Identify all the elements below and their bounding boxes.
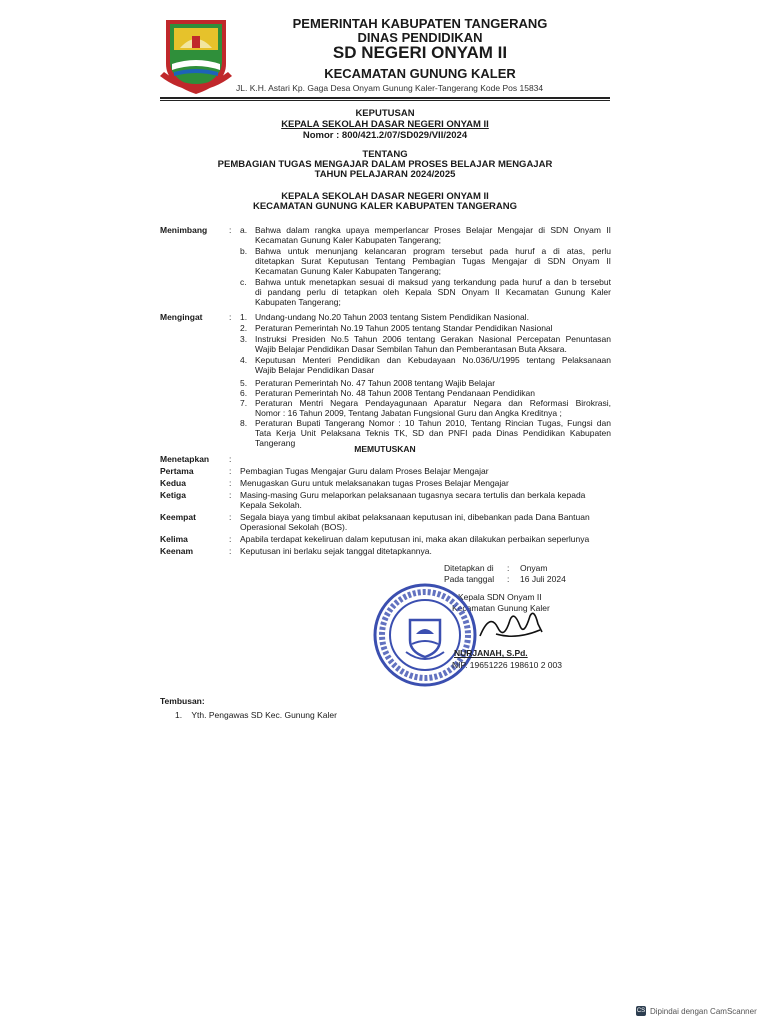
- letterhead-district: KECAMATAN GUNUNG KALER: [324, 66, 516, 81]
- menimbang-item-line: ditetapkan Surat Keputusan Tentang Pembagian Tugas Mengajar di SDN Onyam II: [255, 256, 611, 266]
- signer-name: NURJANAH, S.Pd.: [454, 648, 528, 658]
- letterhead-government: PEMERINTAH KABUPATEN TANGERANG: [292, 16, 548, 31]
- mengingat-item-line: Wajib Belajar Pendidikan Dasar: [255, 365, 375, 375]
- menimbang-item-marker: c.: [240, 277, 247, 287]
- regency-emblem-icon: [160, 14, 232, 96]
- menimbang-item-line: Bahwa untuk menetapkan sesuai di maksud yang terkandung pada huruf a dan b tersebut: [255, 277, 611, 287]
- signer-role-line2: Kecamatan Gunung Kaler: [452, 603, 550, 613]
- letterhead-divider: [160, 97, 610, 99]
- mengingat-item-line: Peraturan Mentri Negara Pendayagunaan Aparatur Negara dan Reformasi Birokrasi,: [255, 398, 611, 408]
- signed-place-colon: :: [507, 563, 510, 573]
- menimbang-item-line: Bahwa untuk menunjang kelancaran program tersebut pada huruf a di atas, perlu: [255, 246, 611, 256]
- letterhead-address: JL. K.H. Astari Kp. Gaga Desa Onyam Gunung Kaler-Tangerang Kode Pos 15834: [236, 83, 544, 93]
- decision-label: Ketiga: [160, 490, 186, 500]
- mengingat-item-line: Nomor : 16 Tahun 2009, Tentang Jabatan Fungsional Guru dan Angka Kreditnya ;: [255, 408, 562, 418]
- handwritten-signature-icon: [476, 606, 546, 646]
- mengingat-item-line: Peraturan Pemerintah No. 47 Tahun 2008 tentang Wajib Belajar: [255, 378, 496, 388]
- official-stamp-icon: [372, 582, 478, 688]
- decision-label: Keempat: [160, 512, 196, 522]
- signed-place-label: Ditetapkan di: [444, 563, 494, 573]
- decision-label: Keenam: [160, 546, 194, 556]
- mengingat-item-line: Instruksi Presiden No.5 Tahun 2006 tentang Gerakan Nasional Percepatan Penuntasan: [255, 334, 611, 344]
- mengingat-item-marker: 4.: [240, 355, 248, 365]
- menimbang-item-line: Kecamatan Gunung Kaler Kabupaten Tangerang;: [255, 266, 442, 276]
- decision-text: Segala biaya yang timbul akibat pelaksanaan keputusan ini, dibebankan pada Dana Bantuan: [240, 512, 590, 522]
- mengingat-item-line: Wajib Belajar Pendidikan Dasar Sembilan Tahun dan Pemberantasan Buta Aksara.: [255, 344, 567, 354]
- signer-nip: NIP. 19651226 198610 2 003: [452, 660, 562, 670]
- camscanner-logo-icon: CS: [636, 1008, 646, 1014]
- mengingat-item-line: Tata Kerja Unit Pelaksana Teknis TK, SD dan PNFI pada Dinas Pendidikan Kabupaten: [255, 428, 611, 438]
- mengingat-colon: :: [229, 312, 232, 322]
- decision-text: Menugaskan Guru untuk melaksanakan tugas Proses Belajar Mengajar: [240, 478, 509, 488]
- decree-title: KEPUTUSAN: [355, 108, 415, 119]
- menimbang-item-line: Kecamatan Gunung Kaler Kabupaten Tangerang;: [255, 235, 442, 245]
- signed-date-colon: :: [507, 574, 510, 584]
- mengingat-item-line: Undang-undang No.20 Tahun 2003 tentang Sistem Pendidikan Nasional.: [255, 312, 529, 322]
- decree-subject-line2: TAHUN PELAJARAN 2024/2025: [314, 169, 456, 180]
- decision-text: Pembagian Tugas Mengajar Guru dalam Proses Belajar Mengajar: [240, 466, 489, 476]
- decree-number: Nomor : 800/421.2/07/SD029/VII/2024: [302, 130, 468, 141]
- signed-place-value: Onyam: [520, 563, 548, 573]
- mengingat-item-marker: 6.: [240, 388, 248, 398]
- menimbang-label: Menimbang: [160, 225, 208, 235]
- mengingat-item-line: Peraturan Bupati Tangerang Nomor : 10 Tahun 2010, Tentang Rincian Tugas, Fungsi dan: [255, 418, 611, 428]
- mengingat-item-line: Keputusan Menteri Pendidikan dan Kebudayaan No.036/U/1995 tentang Pelaksanaan: [255, 355, 611, 365]
- scanner-footer: [636, 1006, 757, 1016]
- decision-text: Masing-masing Guru melaporkan pelaksanaan tugasnya secara tertulis dan berkala kepada: [240, 490, 586, 500]
- decision-label: Menetapkan: [160, 454, 210, 464]
- signed-date-label: Pada tanggal: [444, 574, 495, 584]
- decree-subject-line1: PEMBAGIAN TUGAS MENGAJAR DALAM PROSES BELAJAR MENGAJAR: [217, 159, 553, 170]
- signed-date-value: 16 Juli 2024: [520, 574, 566, 584]
- decision-colon: :: [229, 512, 232, 522]
- decision-colon: :: [229, 466, 232, 476]
- mengingat-item-marker: 2.: [240, 323, 248, 333]
- decree-issuer-title: KEPALA SEKOLAH DASAR NEGERI ONYAM II: [281, 119, 489, 130]
- mengingat-item-marker: 8.: [240, 418, 248, 428]
- menimbang-item-line: di pandang perlu di tetapkan oleh Kepala SDN Onyam II Kecamatan Gunung Kaler: [255, 287, 611, 297]
- letterhead-divider-thin: [160, 100, 610, 101]
- decree-issuer-line1: KEPALA SEKOLAH DASAR NEGERI ONYAM II: [281, 191, 489, 202]
- mengingat-item-marker: 5.: [240, 378, 248, 388]
- decision-text: Operasional Sekolah (BOS).: [240, 522, 348, 532]
- decision-label: Kelima: [160, 534, 188, 544]
- decree-issuer-line2: KECAMATAN GUNUNG KALER KABUPATEN TANGERANG: [252, 201, 518, 212]
- decree-about-label: TENTANG: [362, 149, 408, 160]
- tembusan-label: Tembusan:: [160, 696, 205, 706]
- decision-colon: :: [229, 478, 232, 488]
- decision-colon: :: [229, 546, 232, 556]
- decision-colon: :: [229, 454, 232, 464]
- tembusan-item: 1. Yth. Pengawas SD Kec. Gunung Kaler: [175, 710, 337, 720]
- decision-text: Apabila terdapat kekeliruan dalam keputusan ini, maka akan dilakukan perbaikan seperlunya: [240, 534, 590, 544]
- mengingat-item-marker: 3.: [240, 334, 248, 344]
- mengingat-item-line: Tangerang: [255, 438, 296, 448]
- menimbang-item-line: Bahwa dalam rangka upaya memperlancar Proses Belajar Mengajar di SDN Onyam II: [255, 225, 611, 235]
- menimbang-colon: :: [229, 225, 232, 235]
- menimbang-item-marker: b.: [240, 246, 248, 256]
- decision-colon: :: [229, 490, 232, 500]
- decision-colon: :: [229, 534, 232, 544]
- decision-text: Kepala Sekolah.: [240, 500, 302, 510]
- mengingat-item-line: Peraturan Pemerintah No.19 Tahun 2005 tentang Standar Pendidikan Nasional: [255, 323, 553, 333]
- decision-text: Keputusan ini berlaku sejak tanggal ditetapkannya.: [240, 546, 432, 556]
- letterhead-school: SD NEGERI ONYAM II: [332, 43, 508, 62]
- signer-role-line1: Kepala SDN Onyam II: [458, 592, 542, 602]
- mengingat-item-marker: 1.: [240, 312, 248, 322]
- menimbang-item-line: Kabupaten Tangerang;: [255, 297, 341, 307]
- mengingat-item-line: Peraturan Pemerintah No. 48 Tahun 2008 Tentang Pendanaan Pendidikan: [255, 388, 535, 398]
- mengingat-label: Mengingat: [160, 312, 203, 322]
- letterhead-department: DINAS PENDIDIKAN: [357, 30, 483, 45]
- menimbang-item-marker: a.: [240, 225, 248, 235]
- mengingat-item-marker: 7.: [240, 398, 248, 408]
- memutuskan-heading: MEMUTUSKAN: [354, 444, 416, 454]
- decision-label: Kedua: [160, 478, 186, 488]
- scanner-footer-text: Dipindai dengan CamScanner: [650, 1006, 757, 1016]
- decision-label: Pertama: [160, 466, 194, 476]
